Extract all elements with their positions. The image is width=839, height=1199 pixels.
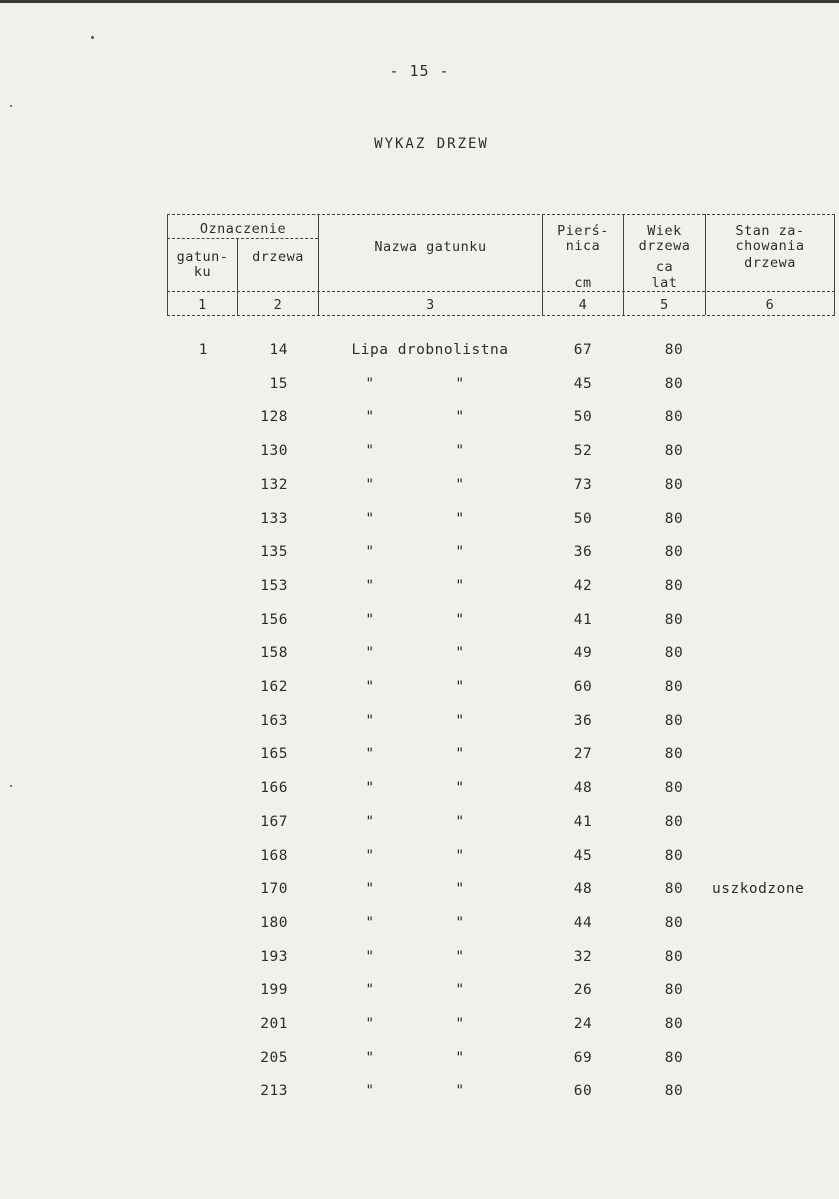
cell-ditto: " [455, 847, 465, 864]
cell-wiek: 80 [664, 914, 684, 931]
cell-piersnica: 50 [573, 510, 593, 527]
top-border [0, 0, 839, 3]
header-drzewa: drzewa [252, 249, 304, 265]
cell-ditto: " [365, 948, 375, 965]
cell-ditto: " [365, 1083, 375, 1100]
cell-stan [712, 711, 838, 731]
cell-drzewa: 128 [260, 409, 288, 426]
cell-ditto: " [365, 510, 375, 527]
cell-ditto: " [455, 510, 465, 527]
column-number-1: 1 [198, 297, 207, 313]
cell-drzewa: 193 [260, 948, 288, 965]
cell-wiek: 80 [664, 645, 684, 662]
cell-ditto: " [455, 611, 465, 628]
cell-piersnica: 48 [573, 780, 593, 797]
cell-ditto: " [365, 780, 375, 797]
cell-gatunku [168, 846, 208, 866]
cell-drzewa: 135 [260, 544, 288, 561]
cell-ditto: " [455, 881, 465, 898]
cell-piersnica: 41 [573, 611, 593, 628]
cell-ditto: " [365, 712, 375, 729]
header-stan-1: Stan za- [735, 223, 805, 239]
cell-stan [712, 1081, 838, 1101]
paper-speck [91, 36, 94, 39]
cell-piersnica: 60 [573, 679, 593, 695]
paper-speck [10, 105, 12, 107]
cell-ditto: " [455, 544, 465, 561]
cell-piersnica: 73 [573, 476, 593, 493]
cell-stan [712, 980, 838, 1000]
cell-ditto: " [455, 443, 465, 460]
cell-ditto: " [365, 409, 375, 426]
cell-wiek: 80 [664, 847, 684, 864]
cell-stan [712, 744, 838, 764]
cell-stan [712, 778, 838, 798]
header-oznaczenie: Oznaczenie [199, 221, 287, 237]
cell-ditto: " [365, 476, 375, 493]
cell-wiek: 80 [664, 948, 684, 965]
cell-gatunku [168, 509, 208, 529]
cell-ditto: " [455, 746, 465, 763]
cell-ditto: " [455, 645, 465, 662]
header-stan-2: chowania [735, 238, 805, 254]
cell-wiek: 80 [664, 746, 684, 763]
cell-gatunku [168, 913, 208, 933]
cell-wiek: 80 [664, 679, 684, 695]
cell-gatunku [168, 1081, 208, 1101]
cell-drzewa: 201 [260, 1016, 288, 1032]
cell-wiek: 80 [664, 881, 684, 898]
cell-drzewa: 205 [260, 1049, 288, 1066]
cell-stan [712, 846, 838, 866]
header-stan-3: drzewa [744, 255, 796, 271]
cell-piersnica: 67 [573, 342, 593, 358]
header-wiek-1: Wiek [647, 223, 682, 239]
cell-ditto: " [365, 443, 375, 460]
cell-ditto: " [455, 982, 465, 999]
cell-gatunku [168, 576, 208, 596]
document-title-text: WYKAZ DRZEW [374, 136, 489, 152]
cell-drzewa: 199 [260, 982, 288, 999]
cell-stan [712, 374, 838, 394]
header-piersnica-2: nica [565, 238, 601, 254]
cell-ditto: " [455, 1049, 465, 1066]
cell-piersnica: 27 [573, 746, 593, 763]
cell-wiek: 80 [664, 443, 684, 460]
cell-ditto: " [365, 746, 375, 763]
cell-gatunku [168, 407, 208, 427]
cell-ditto: " [365, 1049, 375, 1066]
cell-drzewa: 163 [260, 712, 288, 729]
cell-wiek: 80 [664, 712, 684, 729]
cell-piersnica: 26 [573, 982, 593, 999]
cell-piersnica: 50 [573, 409, 593, 426]
cell-drzewa: 180 [260, 914, 288, 931]
header-piersnica-1: Pierś- [557, 223, 609, 239]
header-wiek-3: ca [655, 259, 674, 275]
cell-wiek: 80 [664, 780, 684, 797]
cell-piersnica: 36 [573, 544, 593, 561]
cell-ditto: " [455, 780, 465, 797]
header-wiek-4: lat [651, 275, 678, 291]
cell-stan [712, 441, 838, 461]
cell-drzewa: 166 [260, 780, 288, 797]
header-piersnica-unit: cm [574, 275, 592, 291]
column-number-6: 6 [765, 297, 775, 313]
cell-piersnica: 36 [573, 712, 593, 729]
cell-piersnica: 42 [573, 577, 593, 594]
cell-stan [712, 407, 838, 427]
cell-drzewa: 153 [260, 577, 288, 594]
cell-ditto [445, 340, 475, 360]
cell-piersnica: 45 [573, 375, 593, 392]
cell-ditto: " [455, 476, 465, 493]
cell-drzewa: 156 [260, 611, 288, 628]
cell-gatunku [168, 542, 208, 562]
column-number-3: 3 [426, 297, 435, 313]
cell-wiek: 80 [664, 611, 684, 628]
paper-speck [10, 785, 12, 787]
cell-gatunku [168, 610, 208, 630]
cell-drzewa: 167 [260, 813, 288, 830]
cell-drzewa: 213 [260, 1083, 288, 1100]
header-gatunku-2: ku [193, 264, 212, 280]
cell-wiek: 80 [664, 342, 684, 358]
page-number: - 15 - [389, 62, 450, 80]
cell-ditto: " [365, 645, 375, 662]
cell-ditto: " [365, 881, 375, 898]
cell-drzewa: 170 [260, 881, 288, 898]
cell-piersnica: 44 [573, 914, 593, 931]
cell-stan [712, 913, 838, 933]
cell-drzewa: 130 [260, 443, 288, 460]
cell-wiek: 80 [664, 982, 684, 999]
cell-gatunku [168, 643, 208, 663]
header-nazwa-gatunku: Nazwa gatunku [374, 239, 487, 255]
cell-drzewa: 15 [269, 375, 288, 392]
cell-gatunku [168, 1014, 208, 1034]
cell-gatunku [168, 947, 208, 967]
cell-stan [712, 947, 838, 967]
cell-nazwa: Lipa drobnolistna [351, 342, 509, 358]
cell-stan [712, 576, 838, 596]
cell-stan [712, 677, 838, 697]
cell-drzewa: 165 [260, 746, 288, 763]
cell-gatunku [168, 677, 208, 697]
cell-gatunku [168, 778, 208, 798]
header-mid-rule [167, 291, 835, 292]
cell-ditto: " [455, 375, 465, 392]
cell-ditto: " [455, 813, 465, 830]
column-number-5: 5 [660, 297, 669, 313]
cell-wiek: 80 [664, 476, 684, 493]
cell-gatunku: 1 [198, 342, 208, 358]
cell-drzewa: 14 [269, 342, 288, 358]
cell-wiek: 80 [664, 1083, 684, 1100]
cell-piersnica: 45 [573, 847, 593, 864]
cell-ditto: " [365, 577, 375, 594]
cell-wiek: 80 [664, 510, 684, 527]
cell-ditto: " [365, 982, 375, 999]
cell-ditto: " [365, 375, 375, 392]
cell-ditto: " [455, 1016, 465, 1032]
cell-drzewa: 158 [260, 645, 288, 662]
cell-gatunku [168, 812, 208, 832]
cell-ditto: " [365, 611, 375, 628]
cell-piersnica: 32 [573, 948, 593, 965]
cell-ditto: " [365, 544, 375, 561]
cell-ditto: " [365, 1016, 375, 1032]
cell-piersnica: 24 [573, 1016, 593, 1032]
header-bottom-rule [167, 315, 835, 316]
cell-piersnica: 48 [573, 881, 593, 898]
cell-wiek: 80 [664, 813, 684, 830]
cell-ditto: " [455, 679, 465, 695]
cell-gatunku [168, 1048, 208, 1068]
header-wiek-2: drzewa [638, 238, 691, 254]
cell-ditto: " [455, 577, 465, 594]
cell-stan [712, 542, 838, 562]
cell-ditto: " [455, 1083, 465, 1100]
cell-wiek: 80 [664, 577, 684, 594]
cell-drzewa: 132 [260, 476, 288, 493]
cell-stan [712, 509, 838, 529]
cell-gatunku [168, 744, 208, 764]
cell-ditto: " [365, 679, 375, 695]
column-number-4: 4 [578, 297, 588, 313]
cell-drzewa: 133 [260, 510, 288, 527]
cell-ditto [355, 340, 385, 360]
cell-ditto: " [455, 914, 465, 931]
cell-ditto: " [365, 813, 375, 830]
cell-drzewa: 168 [260, 847, 288, 864]
cell-wiek: 80 [664, 409, 684, 426]
oznaczenie-rule [167, 238, 318, 239]
cell-piersnica: 52 [573, 443, 593, 460]
header-gatunku-1: gatun- [176, 249, 229, 265]
cell-gatunku [168, 711, 208, 731]
cell-wiek: 80 [664, 1049, 684, 1066]
cell-stan [712, 340, 838, 360]
cell-wiek: 80 [664, 544, 684, 561]
cell-stan [712, 643, 838, 663]
cell-piersnica: 41 [573, 813, 593, 830]
cell-stan [712, 610, 838, 630]
cell-stan [712, 1014, 838, 1034]
cell-ditto: " [455, 948, 465, 965]
cell-stan [712, 1048, 838, 1068]
cell-drzewa: 162 [260, 679, 288, 695]
cell-gatunku [168, 374, 208, 394]
cell-piersnica: 60 [573, 1083, 593, 1100]
cell-wiek: 80 [664, 1016, 684, 1032]
cell-ditto: " [365, 914, 375, 931]
cell-ditto: " [365, 847, 375, 864]
cell-piersnica: 49 [573, 645, 593, 662]
cell-stan [712, 475, 838, 495]
cell-ditto: " [455, 712, 465, 729]
cell-gatunku [168, 441, 208, 461]
cell-piersnica: 69 [573, 1049, 593, 1066]
cell-gatunku [168, 879, 208, 899]
header-top-rule [167, 214, 835, 215]
column-divider [834, 214, 835, 315]
cell-stan [712, 812, 838, 832]
cell-ditto: " [455, 409, 465, 426]
cell-gatunku [168, 980, 208, 1000]
document-title [0, 136, 839, 152]
cell-stan: uszkodzone [712, 881, 805, 898]
cell-wiek: 80 [664, 375, 684, 392]
cell-gatunku [168, 475, 208, 495]
column-number-2: 2 [273, 297, 283, 313]
